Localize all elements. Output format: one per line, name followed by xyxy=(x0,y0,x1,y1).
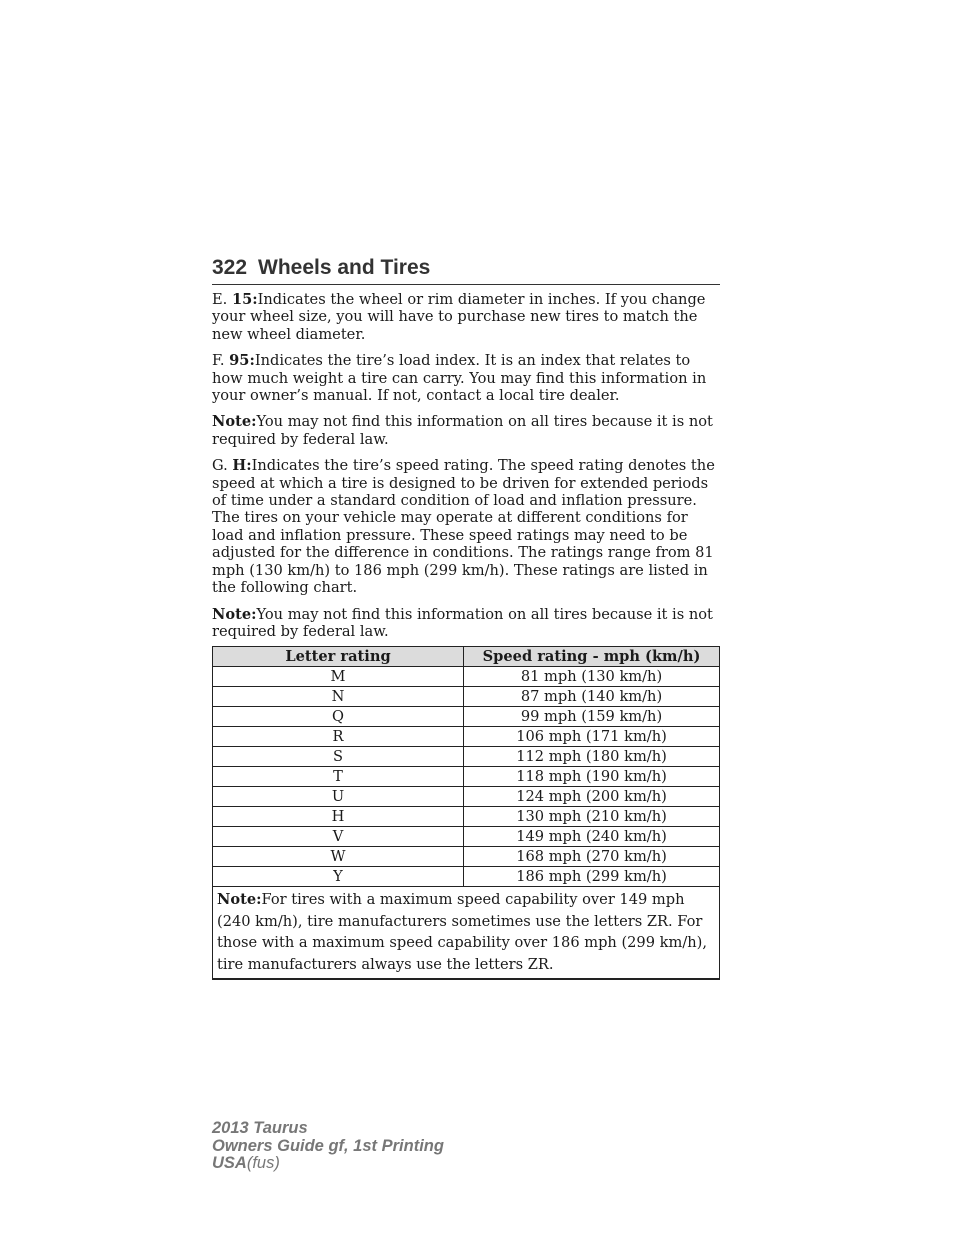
speed-rating-cell: 124 mph (200 km/h) xyxy=(464,787,720,807)
letter-rating-cell: Y xyxy=(213,867,464,887)
footer-market: USA(fus) xyxy=(212,1154,280,1172)
page-number: 322 xyxy=(212,256,248,279)
page-header xyxy=(212,256,720,285)
speed-rating-cell: 87 mph (140 km/h) xyxy=(464,687,720,707)
table-note-row xyxy=(213,887,720,980)
speed-rating-cell: 186 mph (299 km/h) xyxy=(464,867,720,887)
section-title: Wheels and Tires xyxy=(258,256,431,279)
table-row xyxy=(213,827,720,847)
speed-rating-cell: 81 mph (130 km/h) xyxy=(464,667,720,687)
table-row xyxy=(213,867,720,887)
paragraph-f: F. 95:Indicates the tire’s load index. It is an index that relates to how much weight a tire can carry. You may find this information in your owner’s manual. If not, contact a local tire dealer. xyxy=(212,352,707,405)
table-row xyxy=(213,667,720,687)
table-row xyxy=(213,767,720,787)
table-header-row xyxy=(213,647,720,667)
print-footer xyxy=(212,1120,444,1173)
paragraph-e: E. 15:Indicates the wheel or rim diameter in inches. If you change your wheel size, you will have to purchase new tires to match the new wheel diameter. xyxy=(212,291,706,343)
page-content xyxy=(212,291,720,980)
column-header: Letter rating xyxy=(213,647,464,667)
speed-rating-cell: 149 mph (240 km/h) xyxy=(464,827,720,847)
speed-rating-cell: 106 mph (171 km/h) xyxy=(464,727,720,747)
letter-rating-cell: S xyxy=(213,747,464,767)
table-row xyxy=(213,747,720,767)
table-row xyxy=(213,707,720,727)
table-row xyxy=(213,807,720,827)
table-note: Note:For tires with a maximum speed capability over 149 mph (240 km/h), tire manufacturers sometimes use the letters ZR. For those with a maximum speed capability over 186 mph (299 km/h), tire manufacturers always use the letters ZR. xyxy=(213,887,720,980)
footer-edition: Owners Guide gf, 1st Printing xyxy=(212,1136,444,1155)
letter-rating-cell: N xyxy=(213,687,464,707)
speed-rating-cell: 112 mph (180 km/h) xyxy=(464,747,720,767)
letter-rating-cell: V xyxy=(213,827,464,847)
paragraph-g: G. H:Indicates the tire’s speed rating. The speed rating denotes the speed at which a tire is designed to be driven for extended periods of time under a standard condition of load and inflation pressure. The tires on your vehicle may operate at different conditions for load and inflation pressure. These speed ratings may need to be adjusted for the difference in conditions. The ratings range from 81 mph (130 km/h) to 186 mph (299 km/h). These ratings are listed in the following chart. xyxy=(212,457,715,597)
speed-rating-cell: 130 mph (210 km/h) xyxy=(464,807,720,827)
table-row xyxy=(213,727,720,747)
letter-rating-cell: M xyxy=(213,667,464,687)
speed-rating-cell: 118 mph (190 km/h) xyxy=(464,767,720,787)
letter-rating-cell: T xyxy=(213,767,464,787)
letter-rating-cell: R xyxy=(213,727,464,747)
note-paragraph: Note:You may not find this information on all tires because it is not required by federal law. xyxy=(212,413,713,448)
table-row xyxy=(213,847,720,867)
column-header: Speed rating - mph (km/h) xyxy=(464,647,720,667)
letter-rating-cell: H xyxy=(213,807,464,827)
speed-rating-cell: 168 mph (270 km/h) xyxy=(464,847,720,867)
table-row xyxy=(213,787,720,807)
table-body xyxy=(213,667,720,887)
speed-rating-table xyxy=(212,646,720,980)
letter-rating-cell: Q xyxy=(213,707,464,727)
letter-rating-cell: U xyxy=(213,787,464,807)
letter-rating-cell: W xyxy=(213,847,464,867)
footer-model: 2013 Taurus xyxy=(212,1119,308,1137)
note-paragraph: Note:You may not find this information on all tires because it is not required by federal law. xyxy=(212,605,713,640)
table-row xyxy=(213,687,720,707)
speed-rating-cell: 99 mph (159 km/h) xyxy=(464,707,720,727)
